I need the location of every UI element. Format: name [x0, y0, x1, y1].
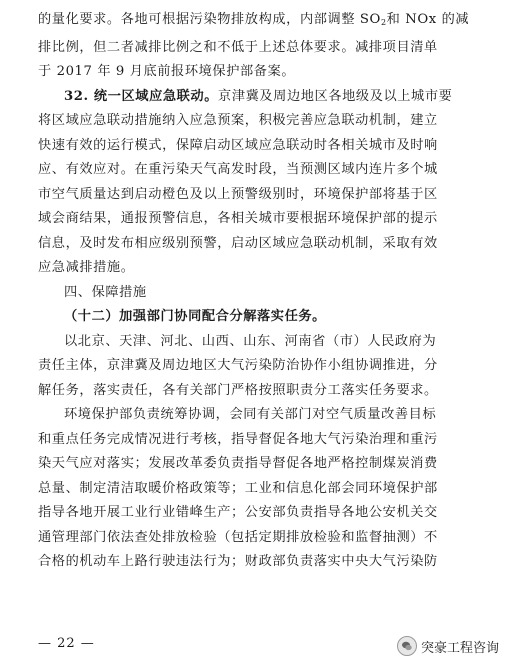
text-line: 信息，及时发布相应级别预警，启动区域应急联动机制，采取有效 [38, 235, 438, 251]
page-number: — 22 — [38, 636, 95, 651]
paragraph-2 [38, 85, 473, 281]
subscript: 2 [380, 18, 387, 27]
text-line: 快速有效的运行模式，保障启动区域应急联动时各相关城市及时响 [38, 137, 438, 153]
text-line: 以北京、天津、河北、山西、山东、河南省（市）人民政府为 [64, 333, 437, 349]
paragraph-1 [38, 8, 473, 85]
text-line: 排比例，但二者减排比例之和不低于上述总体要求。减排项目清单 [38, 39, 438, 55]
text-line: 责任主体，京津冀及周边地区大气污染防治协作小组协调推进，分 [38, 358, 438, 373]
text-line: 通管理部门依法查处排放检验（包括定期排放检验和监督抽测）不 [38, 529, 438, 545]
section-heading: 四、保障措施 [64, 284, 147, 300]
text-line: 应、有效应对。在重污染天气高发时段，当预测区域内连片多个城 [38, 162, 438, 177]
text-line: 于 2017 年 9 月底前报环境保护部备案。 [38, 64, 296, 79]
text-line: 京津冀及周边地区各地级及以上城市要 [218, 88, 453, 104]
text-line: 的量化要求。各地可根据污染物排放构成，内部调整 SO [38, 12, 381, 27]
text-line: 合格的机动车上路行驶违法行为；财政部负责落实中央大气污染防 [38, 554, 438, 569]
paragraph-3 [38, 330, 473, 404]
text-line: 域会商结果，通报预警信息，各相关城市要根据环境保护部的提示 [38, 211, 438, 226]
watermark-text: 突豪工程咨询 [420, 640, 499, 656]
subsection-heading: （十二）加强部门协同配合分解落实任务。 [64, 309, 326, 324]
text-line: 指导各地开展工业行业错峰生产；公安部负责指导各地公安机关交 [38, 505, 438, 520]
text-line: 和 NOx 的减 [386, 12, 470, 27]
item-heading: 32. 统一区域应急联动。 [64, 88, 219, 104]
text-line: 将区域应急联动措施纳入应急预案，积极完善应急联动机制，建立 [38, 113, 438, 128]
text-line: 和重点任务完成情况进行考核，指导督促各地大气污染治理和重污 [38, 431, 438, 447]
text-line: 市空气质量达到启动橙色及以上预警级别时，环境保护部将基于区 [38, 186, 438, 202]
text-line: 应急减排措施。 [38, 260, 135, 275]
paragraph-4 [38, 403, 473, 575]
wechat-icon [397, 636, 417, 656]
text-line: 总量、制定清洁取暖价格政策等；工业和信息化部会同环境保护部 [38, 480, 438, 496]
text-line: 解任务，落实责任，各有关部门严格按照职责分工落实任务要求。 [38, 382, 438, 398]
watermark [397, 636, 499, 656]
text-line: 染天气应对落实；发展改革委负责指导督促各地严格控制煤炭消费 [38, 456, 438, 471]
text-line: 环境保护部负责统筹协调，会同有关部门对空气质量改善目标 [64, 407, 437, 422]
